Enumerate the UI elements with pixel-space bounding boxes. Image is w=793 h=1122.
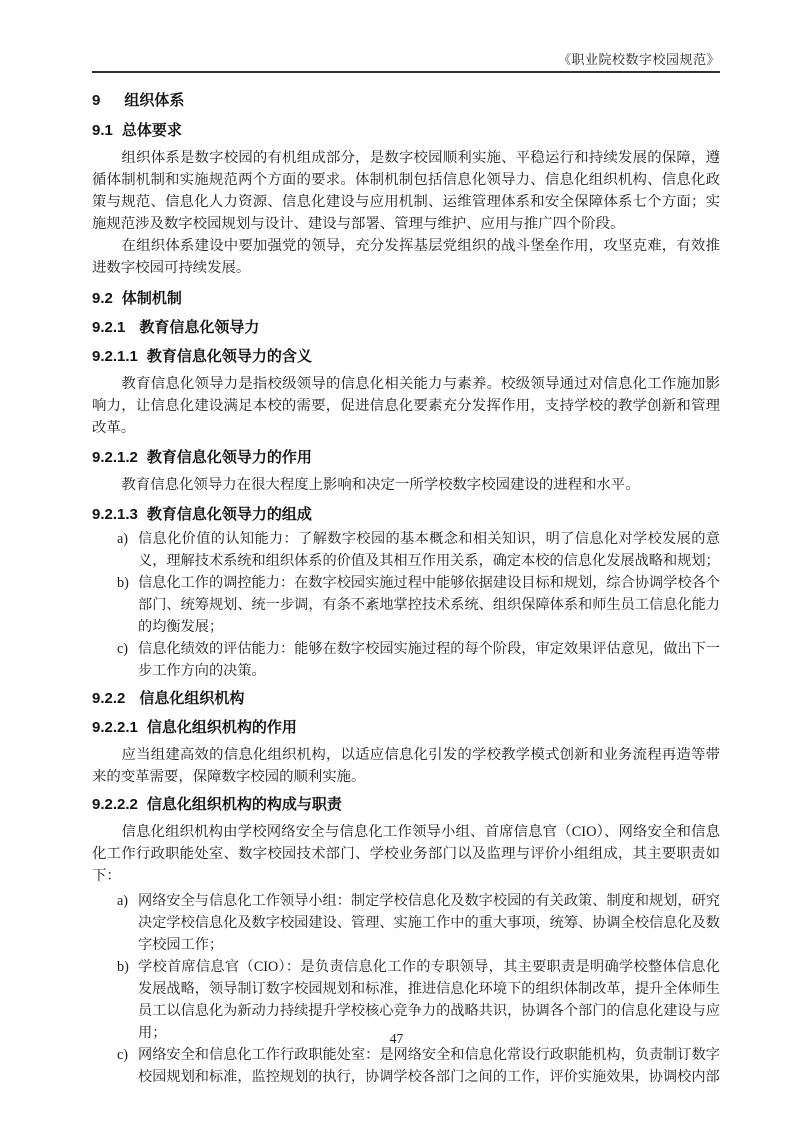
heading-number: 9.2.1 — [92, 319, 126, 336]
list-item-text: 信息化绩效的评估能力：能够在数字校园实施过程的每个阶段，审定效果评估意见，做出下一步工作方向的决策。 — [138, 641, 720, 679]
document-title: 《职业院校数字校园规范》 — [557, 52, 720, 67]
list-marker: a) — [117, 531, 129, 547]
heading-number: 9 — [92, 92, 101, 109]
heading-number: 9.2.2.2 — [92, 796, 138, 813]
list-item-text: 信息化价值的认知能力：了解数字校园的基本概念和相关知识，明了信息化对学校发展的意义，理解技术系统和组织体系的价值及其相互作用关系，确定本校的信息化发展战略和规划； — [138, 531, 720, 569]
heading-number: 9.2.1.3 — [92, 506, 138, 523]
list-item — [92, 1044, 720, 1088]
list-marker: c) — [117, 1047, 129, 1063]
list-item-text: 信息化工作的调控能力：在数字校园实施过程中能够依据建设目标和规划，综合协调学校各个部门、统筹规划、统一步调，有条不紊地掌控技术系统、组织保障体系和师生员工信息化能力的均衡发展； — [138, 575, 720, 635]
heading-number: 9.2.1.1 — [92, 348, 138, 365]
heading-9-2 — [92, 289, 720, 309]
heading-number: 9.2 — [92, 290, 113, 307]
heading-number: 9.2.1.2 — [92, 449, 138, 466]
heading-9-2-2-2 — [92, 795, 720, 815]
heading-9-2-1 — [92, 318, 720, 338]
list-marker: b) — [117, 575, 129, 591]
list-marker: b) — [117, 959, 129, 975]
paragraph: 组织体系是数字校园的有机组成部分，是数字校园顺利实施、平稳运行和持续发展的保障，遵循体制机制和实施规范两个方面的要求。体制机制包括信息化领导力、信息化组织机构、信息化政策与规范、信息化人力资源、信息化建设与应用机制、运维管理体系和安全保障体系七个方面；实施规范涉及数字校园规划与设计、建设与部署、管理与维护、应用与推广四个阶段。 — [92, 150, 720, 232]
page-content — [92, 0, 720, 1088]
heading-title: 信息化组织机构 — [139, 690, 245, 707]
list-item — [92, 528, 720, 572]
list-item-text: 学校首席信息官（CIO）：是负责信息化工作的专职领导，其主要职责是明确学校整体信息化发展战略，领导制订数字校园规划和标准，推进信息化环境下的组织体制改革，提升全体师生员工以信息化为新动力持续提升学校核心竞争力的战略共识，协调各个部门的信息化建设与应用； — [138, 959, 720, 1041]
paragraph: 教育信息化领导力是指校级领导的信息化相关能力与素养。校级领导通过对信息化工作施加影响力，让信息化建设满足本校的需要，促进信息化要素充分发挥作用，支持学校的教学创新和管理改革。 — [92, 376, 720, 436]
heading-title: 教育信息化领导力的含义 — [146, 348, 312, 365]
list-item — [92, 638, 720, 682]
heading-9-2-1-3 — [92, 505, 720, 525]
page-footer — [0, 1031, 793, 1047]
ordered-list-organization — [92, 890, 720, 1088]
list-marker: c) — [117, 641, 129, 657]
paragraph: 应当组建高效的信息化组织机构，以适应信息化引发的学校教学模式创新和业务流程再造等带来的变革需要，保障数字校园的顺利实施。 — [92, 747, 720, 785]
list-item-text: 网络安全与信息化工作领导小组：制定学校信息化及数字校园的有关政策、制度和规划，研究决定学校信息化及数字校园建设、管理、实施工作中的重大事项，统筹、协调全校信息化及数字校园工作； — [138, 893, 720, 953]
heading-title: 信息化组织机构的作用 — [146, 719, 297, 736]
heading-9-1 — [92, 121, 720, 141]
heading-title: 教育信息化领导力的作用 — [146, 449, 312, 466]
list-item-text: 网络安全和信息化工作行政职能处室：是网络安全和信息化常设行政职能机构，负责制订数字校园规划和标准，监控规划的执行，协调学校各部门之间的工作，评价实施效果，协调校内部 — [138, 1047, 720, 1085]
heading-title: 教育信息化领导力 — [139, 319, 260, 336]
page-number: 47 — [389, 1031, 404, 1046]
heading-9 — [92, 91, 720, 111]
ordered-list-leadership — [92, 528, 720, 682]
heading-number: 9.2.2.1 — [92, 719, 138, 736]
list-marker: a) — [117, 893, 129, 909]
heading-title: 总体要求 — [121, 122, 182, 139]
heading-9-2-2 — [92, 689, 720, 709]
list-item — [92, 890, 720, 956]
heading-title: 组织体系 — [124, 92, 185, 109]
list-item — [92, 572, 720, 638]
heading-title: 信息化组织机构的构成与职责 — [146, 796, 342, 813]
paragraph: 在组织体系建设中要加强党的领导，充分发挥基层党组织的战斗堡垒作用，攻坚克难，有效推进数字校园可持续发展。 — [92, 238, 720, 276]
heading-title: 体制机制 — [121, 290, 182, 307]
heading-number: 9.1 — [92, 122, 113, 139]
page-header — [92, 0, 720, 73]
heading-9-2-1-1 — [92, 347, 720, 367]
heading-number: 9.2.2 — [92, 690, 126, 707]
paragraph: 信息化组织机构由学校网络安全与信息化工作领导小组、首席信息官（CIO）、网络安全和信息化工作行政职能处室、数字校园技术部门、学校业务部门以及监理与评价小组组成，其主要职责如下： — [92, 824, 720, 884]
heading-9-2-1-2 — [92, 448, 720, 468]
paragraph: 教育信息化领导力在很大程度上影响和决定一所学校数字校园建设的进程和水平。 — [121, 477, 640, 493]
heading-9-2-2-1 — [92, 718, 720, 738]
heading-title: 教育信息化领导力的组成 — [146, 506, 312, 523]
